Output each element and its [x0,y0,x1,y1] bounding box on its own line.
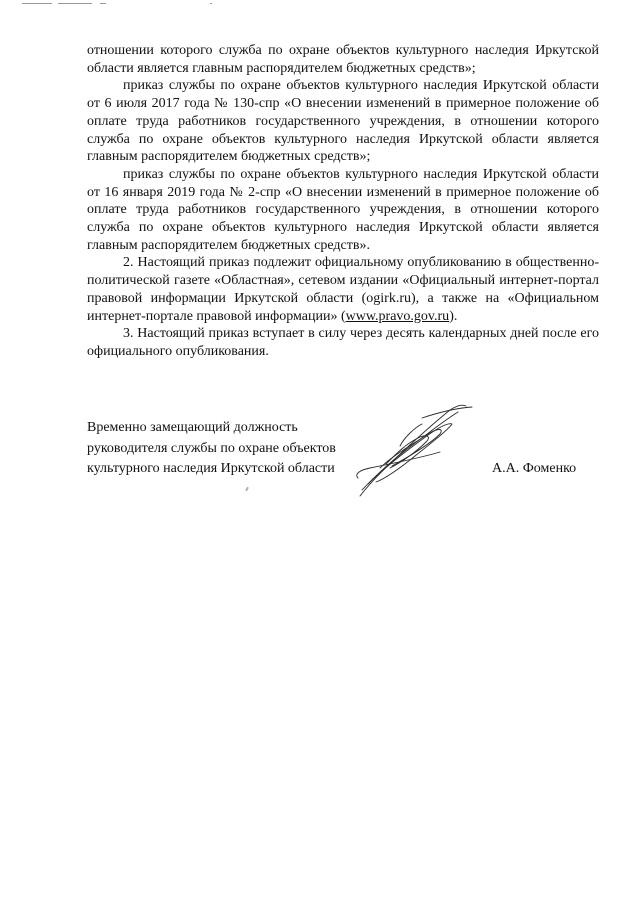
handwritten-signature [340,398,480,498]
scan-artifact-line [58,3,92,4]
signer-position-line: руководителя службы по охране объектов [87,440,336,456]
paragraph-continuation: отношении которого служба по охране объектов культурного наследия Иркутской области является главным распорядителем бюджетных средств»; [87,43,599,76]
scan-artifact-line [22,3,52,4]
signer-position-line: культурного наследия Иркутской области [87,461,335,476]
pravo-gov-link[interactable]: www.pravo.gov.ru [345,308,450,324]
signer-name: А.А. Фоменко [492,461,577,476]
scan-artifact-line [210,3,212,4]
publication-text-end: ). [449,308,458,324]
signer-position-line: Временно замещающий должность [87,420,298,435]
document-body [87,42,599,361]
paragraph-order-2017: приказ службы по охране объектов культурного наследия Иркутской области от 6 июля 2017 года № 130-спр «О внесении изменений в примерное положение об оплате труда работников государственного учреждения, в отношении которого служба по охране объектов культурного наследия Иркутской области является главным распорядителем бюджетных средств»; [87,78,599,165]
scan-artifact-line [100,3,106,4]
publication-text: 2. Настоящий приказ подлежит официальному опубликованию в общественно-политической газете «Областная», сетевом издании «Официальный интернет-портал правовой информации Иркутской области (ogirk.ru), а также на «Официальном интернет-портале правовой информации» ( [87,255,599,324]
paragraph-effective-date: 3. Настоящий приказ вступает в силу через десять календарных дней после его официального опубликования. [87,326,599,359]
paragraph-order-2019: приказ службы по охране объектов культурного наследия Иркутской области от 16 января 2019 года № 2-спр «О внесении изменений в примерное положение об оплате труда работников государственного учреждения, в отношении которого служба по охране объектов культурного наследия Иркутской области является главным распорядителем бюджетных средств». [87,166,599,253]
scan-artifact-speck [245,487,249,491]
paragraph-publication [87,254,599,325]
